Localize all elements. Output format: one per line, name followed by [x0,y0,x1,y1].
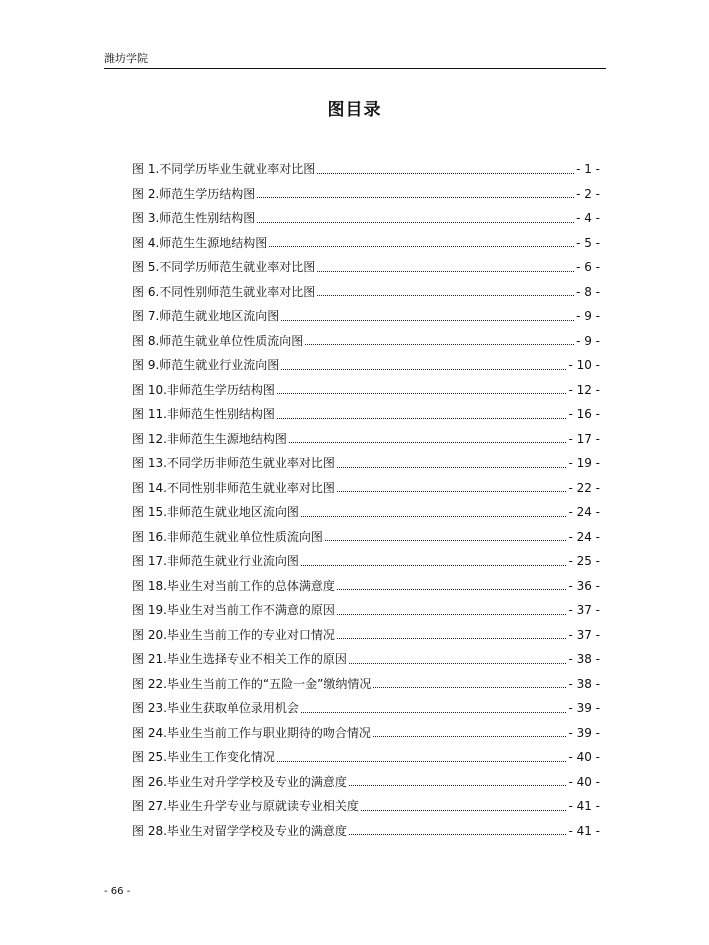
toc-entry-label: 图 6.不同性别师范生就业率对比图 [132,284,316,299]
toc-entry-label: 图 24.毕业生当前工作与职业期待的吻合情况 [132,725,371,740]
toc-entry[interactable] [132,623,600,648]
toc-entry-page: - 9 - [575,329,600,354]
toc-entry[interactable] [132,304,600,329]
toc-entry[interactable] [132,353,600,378]
toc-entry-label: 图 18.毕业生对当前工作的总体满意度 [132,578,335,593]
toc-entry-label: 图 3.师范生性别结构图 [132,211,256,225]
toc-entry-label: 图 11.非师范生性别结构图 [132,407,275,421]
toc-entry-label: 图 26.毕业生对升学学校及专业的满意度 [132,774,347,789]
toc-entry[interactable] [132,647,600,672]
toc-entry-label: 图 17.非师范生就业行业流向图 [132,554,299,568]
toc-entry-page: - 38 - [567,672,600,697]
toc-entry[interactable] [132,206,600,231]
toc-entry-page: - 25 - [567,549,600,574]
toc-entry-page: - 37 - [567,598,600,623]
toc-entry[interactable] [132,574,600,599]
toc-entry[interactable] [132,696,600,721]
toc-entry-page: - 41 - [567,819,600,844]
toc-entry-page: - 5 - [575,231,600,256]
toc-entry-label: 图 23.毕业生获取单位录用机会 [132,701,299,715]
footer-page-number: - 66 - [104,886,131,897]
toc-entry[interactable] [132,745,600,770]
toc-entry[interactable] [132,476,600,501]
toc-entry-page: - 24 - [567,500,600,525]
toc-entry-label: 图 28.毕业生对留学学校及专业的满意度 [132,823,347,838]
toc-entry-label: 图 4.师范生生源地结构图 [132,235,268,250]
toc-entry[interactable] [132,378,600,403]
toc-entry-label: 图 21.毕业生选择专业不相关工作的原因 [132,652,347,666]
toc-entry-label: 图 13.不同学历非师范生就业率对比图 [132,456,335,470]
figure-list [132,157,600,843]
toc-entry-page: - 6 - [575,255,600,280]
toc-entry[interactable] [132,182,600,207]
toc-entry-page: - 41 - [567,794,600,819]
toc-entry-page: - 40 - [567,745,600,770]
toc-entry-label: 图 9.师范生就业行业流向图 [132,358,280,372]
toc-entry-label: 图 10.非师范生学历结构图 [132,382,275,397]
toc-entry[interactable] [132,819,600,844]
toc-entry-label: 图 2.师范生学历结构图 [132,186,256,201]
toc-entry-page: - 24 - [567,525,600,550]
toc-entry-label: 图 7.师范生就业地区流向图 [132,309,280,323]
toc-entry-label: 图 12.非师范生生源地结构图 [132,431,287,446]
toc-entry-page: - 2 - [575,182,600,207]
toc-entry[interactable] [132,549,600,574]
header-divider [104,68,606,69]
toc-entry-page: - 39 - [567,696,600,721]
toc-entry-label: 图 1.不同学历毕业生就业率对比图 [132,162,316,176]
toc-entry-page: - 19 - [567,451,600,476]
page-title: 图目录 [327,100,382,120]
toc-entry[interactable] [132,255,600,280]
toc-entry-page: - 1 - [575,157,600,182]
toc-entry-page: - 4 - [575,206,600,231]
toc-entry-page: - 17 - [567,427,600,452]
toc-entry[interactable] [132,280,600,305]
toc-entry-page: - 16 - [567,402,600,427]
toc-entry-page: - 39 - [567,721,600,746]
toc-entry-page: - 8 - [575,280,600,305]
toc-entry[interactable] [132,157,600,182]
toc-entry[interactable] [132,794,600,819]
toc-entry-label: 图 5.不同学历师范生就业率对比图 [132,260,316,274]
toc-entry-page: - 12 - [567,378,600,403]
toc-entry-label: 图 15.非师范生就业地区流向图 [132,505,299,519]
toc-entry[interactable] [132,402,600,427]
toc-entry-page: - 38 - [567,647,600,672]
toc-entry-page: - 22 - [567,476,600,501]
toc-entry-page: - 9 - [575,304,600,329]
toc-entry[interactable] [132,525,600,550]
toc-entry-label: 图 25.毕业生工作变化情况 [132,750,275,764]
toc-entry[interactable] [132,598,600,623]
toc-entry-label: 图 22.毕业生当前工作的“五险一金”缴纳情况 [132,676,372,691]
running-header: 潍坊学院 [104,52,148,65]
toc-entry-page: - 37 - [567,623,600,648]
toc-entry[interactable] [132,500,600,525]
toc-entry-label: 图 8.师范生就业单位性质流向图 [132,333,304,348]
toc-entry-label: 图 14.不同性别非师范生就业率对比图 [132,480,335,495]
toc-entry[interactable] [132,231,600,256]
toc-entry-page: - 40 - [567,770,600,795]
toc-entry-label: 图 19.毕业生对当前工作不满意的原因 [132,603,335,617]
toc-entry-label: 图 16.非师范生就业单位性质流向图 [132,529,323,544]
toc-entry[interactable] [132,427,600,452]
toc-entry[interactable] [132,329,600,354]
toc-entry-label: 图 20.毕业生当前工作的专业对口情况 [132,627,335,642]
toc-entry-label: 图 27.毕业生升学专业与原就读专业相关度 [132,799,359,813]
toc-entry-page: - 36 - [567,574,600,599]
toc-entry[interactable] [132,721,600,746]
toc-entry-page: - 10 - [567,353,600,378]
toc-entry[interactable] [132,451,600,476]
toc-entry[interactable] [132,672,600,697]
toc-entry[interactable] [132,770,600,795]
